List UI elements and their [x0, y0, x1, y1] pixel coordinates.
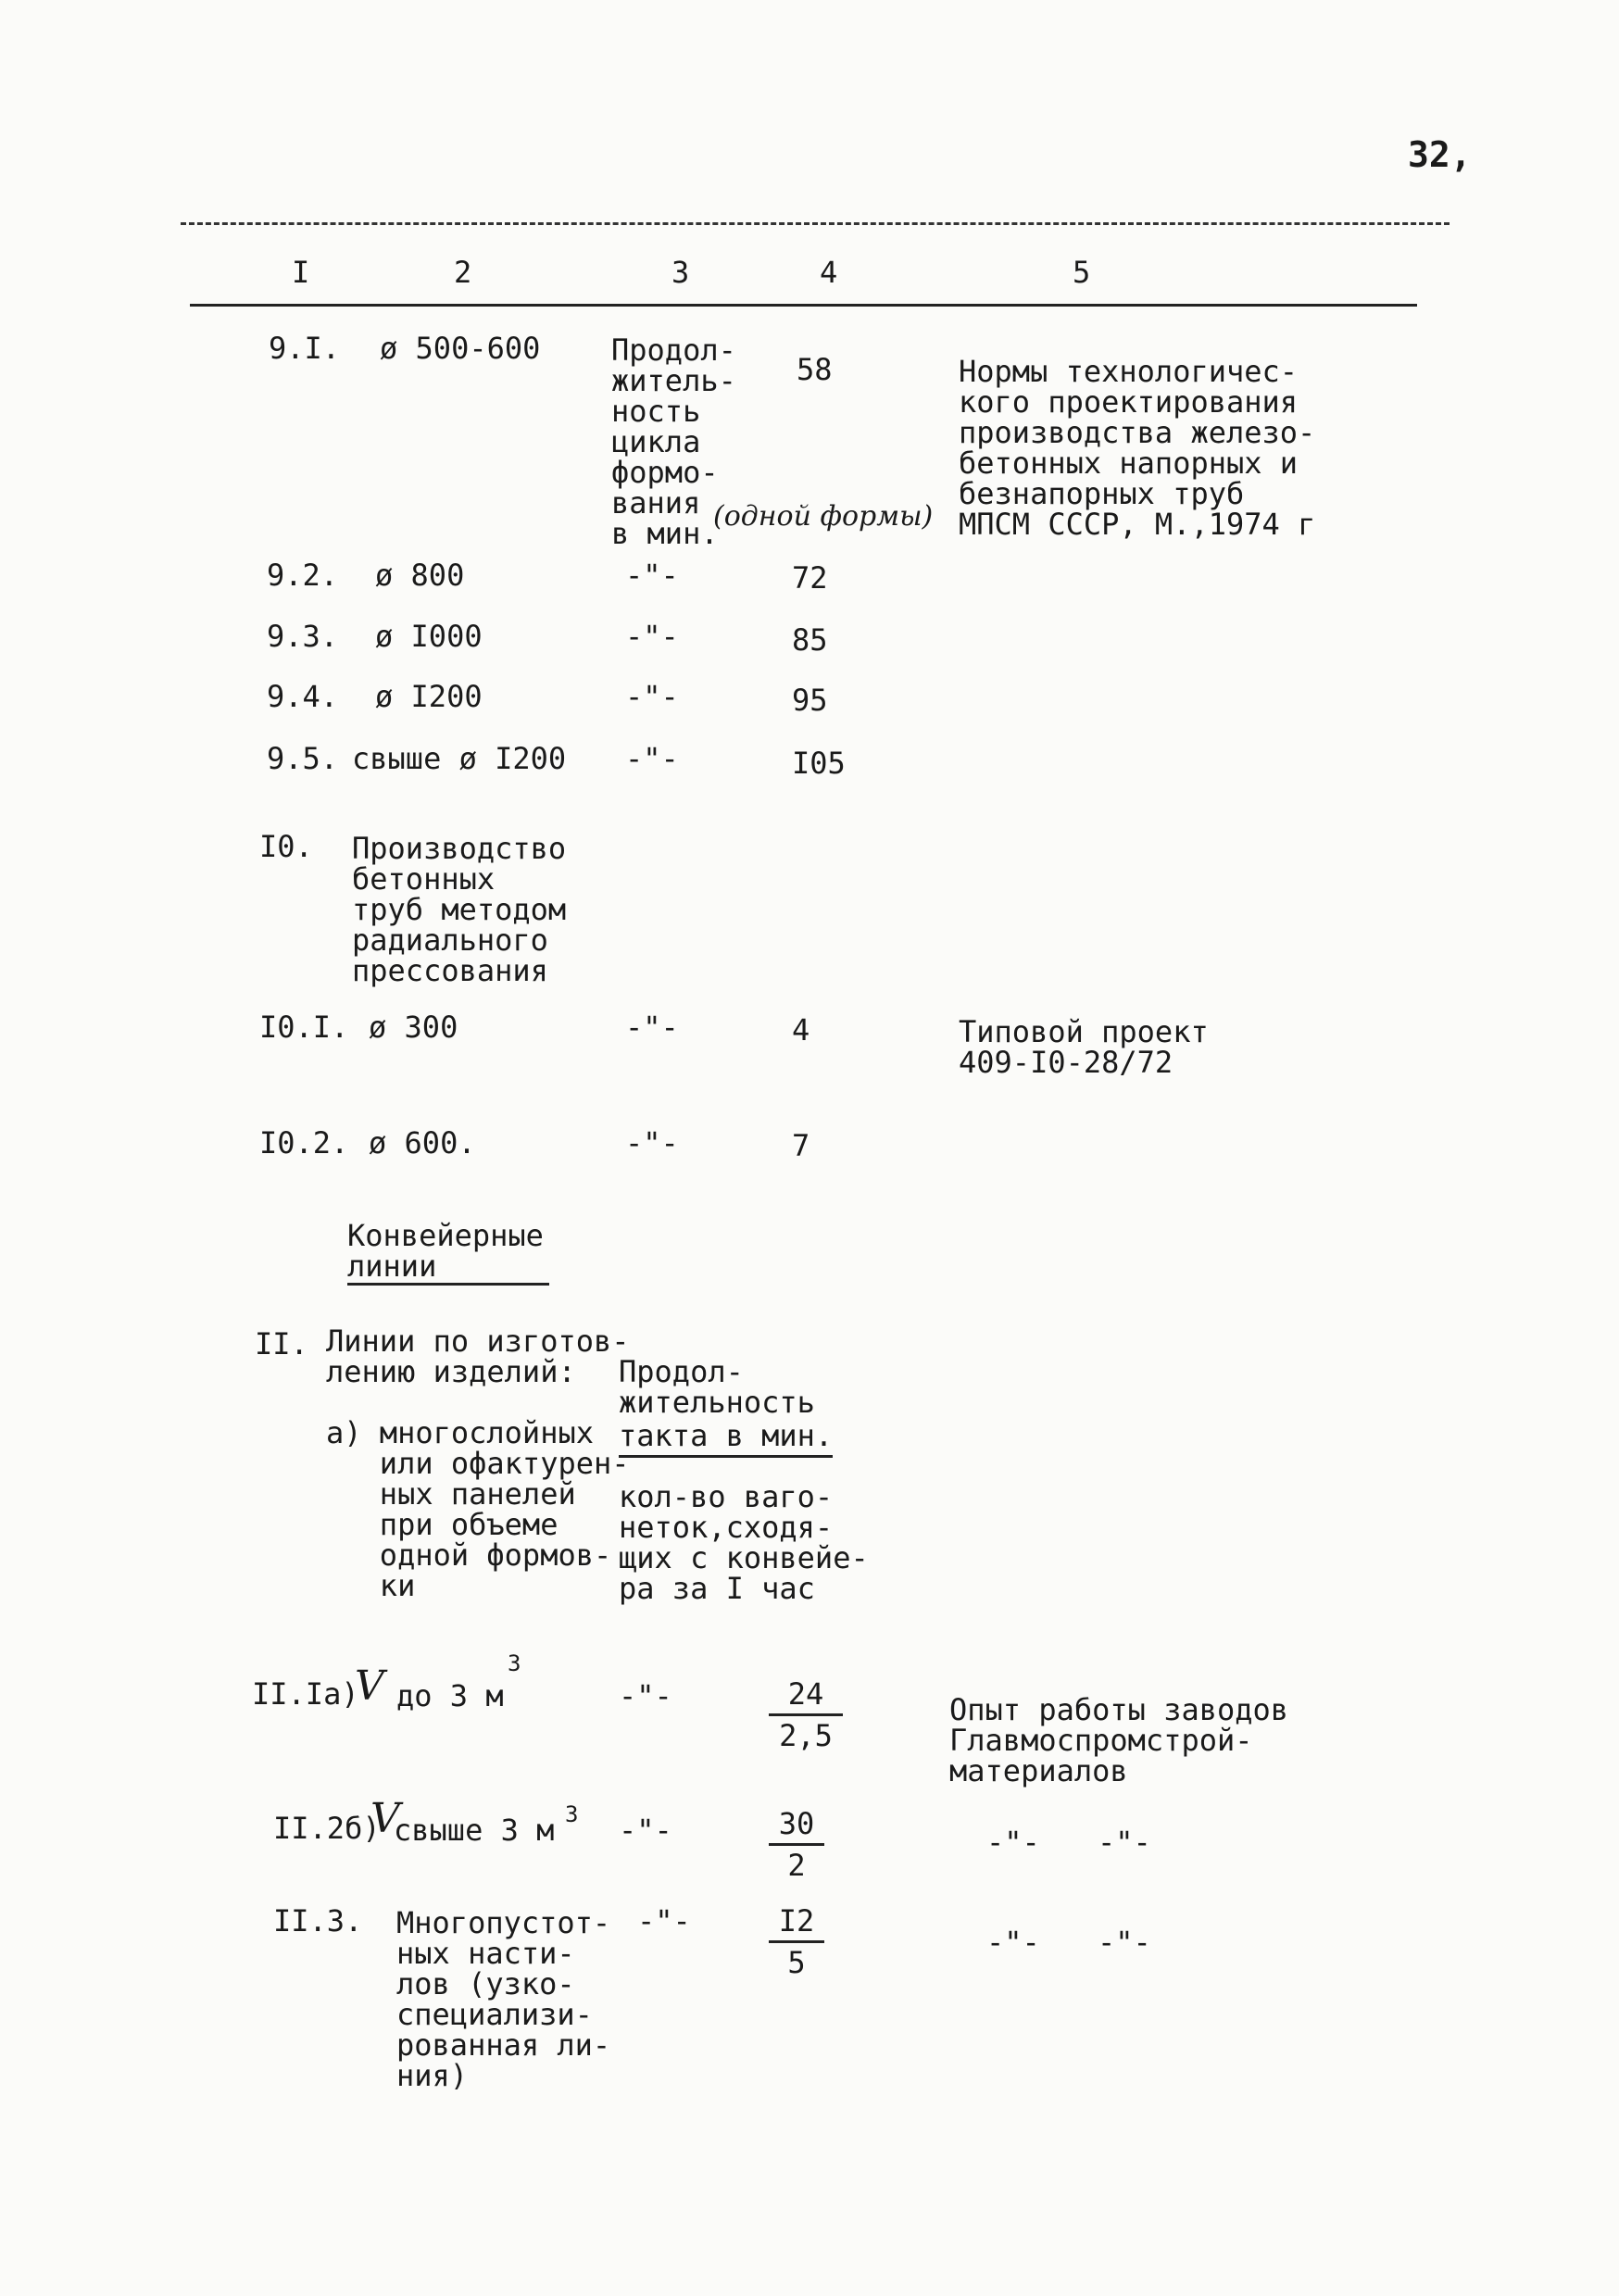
ditto-mark: -"- — [986, 1825, 1040, 1860]
section-title: Линии по изготов- лению изделий: — [326, 1324, 630, 1389]
ditto-mark: -"- — [625, 558, 679, 593]
fraction-denominator: 5 — [787, 1945, 806, 1980]
sub-item: а) многослойных или офактурен- ных панелей при объеме одной формов- ки — [326, 1415, 630, 1603]
ditto-mark: -"- — [625, 741, 679, 776]
item-name: ø 600. — [369, 1125, 476, 1161]
row-number: I0.I. — [259, 1010, 349, 1045]
section-title: Производство бетонных труб методом радиального прессования — [352, 831, 567, 988]
fraction-denominator: 2 — [787, 1848, 806, 1883]
section-heading: Конвейерные линии — [347, 1218, 544, 1284]
ditto-mark: -"- — [986, 1925, 1040, 1960]
item-name: Многопустот- ных насти- лов (узко- специализи- рованная ли- ния) — [396, 1905, 611, 2093]
row-number: 9.3. — [267, 619, 339, 654]
row-value: 85 — [792, 622, 828, 658]
row-value: 4 — [792, 1012, 810, 1048]
row-value: 72 — [792, 560, 828, 596]
row-value: 95 — [792, 683, 828, 718]
volume-symbol: V — [355, 1662, 384, 1710]
ditto-mark: -"- — [619, 1813, 672, 1848]
unit-superscript: 3 — [565, 1801, 579, 1827]
column-header-3: 3 — [671, 255, 690, 290]
item-name: ø I000 — [375, 619, 483, 654]
source-text: Опыт работы заводов Главмоспромстрой- материалов — [949, 1692, 1289, 1788]
row-value: 58 — [797, 352, 833, 387]
fraction-value — [769, 1806, 824, 1883]
row-number: II.2б) — [273, 1811, 381, 1846]
ditto-mark: -"- — [1098, 1925, 1151, 1960]
parameter-text: Продол- жительность — [619, 1354, 815, 1420]
row-number: I0. — [259, 829, 313, 864]
source-text: Типовой проект 409-I0-28/72 — [959, 1014, 1209, 1080]
ditto-mark: -"- — [619, 1678, 672, 1713]
fraction-value — [769, 1676, 843, 1753]
header-bottom-rule — [190, 304, 1417, 307]
row-number: I0.2. — [259, 1125, 349, 1161]
header-top-rule — [181, 222, 1450, 225]
row-number: 9.I. — [269, 331, 341, 366]
row-number: II.Iа) — [252, 1676, 359, 1712]
fraction-numerator: 30 — [769, 1806, 824, 1846]
section-underline — [347, 1283, 549, 1286]
row-number: 9.2. — [267, 558, 339, 593]
ditto-mark: -"- — [625, 679, 679, 714]
column-header-4: 4 — [820, 255, 838, 290]
row-number: II. — [255, 1326, 308, 1361]
parameter-text: Продол- житель- ность цикла формо- вания в мин. — [611, 332, 736, 551]
ditto-mark: -"- — [625, 1010, 679, 1045]
ditto-mark: -"- — [625, 619, 679, 654]
fraction-denominator: 2,5 — [779, 1718, 833, 1753]
row-number: 9.4. — [267, 679, 339, 714]
fraction-numerator: 24 — [769, 1676, 843, 1716]
page-number: 32, — [1408, 134, 1472, 175]
item-name: ø I200 — [375, 679, 483, 714]
item-name: ø 500-600 — [380, 331, 541, 366]
unit-superscript: 3 — [508, 1650, 521, 1676]
item-name: ø 800 — [375, 558, 465, 593]
fraction-numerator: I2 — [769, 1903, 824, 1943]
row-number: 9.5. — [267, 741, 339, 776]
row-number: II.3. — [273, 1903, 363, 1938]
parameter-text: кол-во ваго- неток,сходя- щих с конвейе- ра за I час — [619, 1479, 869, 1606]
fraction-value — [769, 1903, 824, 1980]
ditto-mark: -"- — [637, 1903, 691, 1938]
parameter-underlined: такта в мин. — [619, 1418, 833, 1458]
column-header-1: I — [292, 255, 310, 290]
volume-symbol: V — [370, 1795, 400, 1842]
ditto-mark: -"- — [1098, 1825, 1151, 1860]
column-header-2: 2 — [454, 255, 472, 290]
handwritten-note: (одной формы) — [713, 500, 934, 533]
source-text: Нормы технологичес- кого проектирования производства железо- бетонных напорных и безнапорных труб МПСМ СССР, М.,1974 г — [959, 354, 1316, 542]
row-value: I05 — [792, 746, 846, 781]
item-name: свыше 3 м — [394, 1813, 555, 1848]
item-name: свыше ø I200 — [352, 741, 567, 776]
column-header-5: 5 — [1073, 255, 1091, 290]
item-name: до 3 м — [396, 1678, 504, 1713]
item-name: ø 300 — [369, 1010, 458, 1045]
row-value: 7 — [792, 1128, 810, 1163]
ditto-mark: -"- — [625, 1125, 679, 1161]
